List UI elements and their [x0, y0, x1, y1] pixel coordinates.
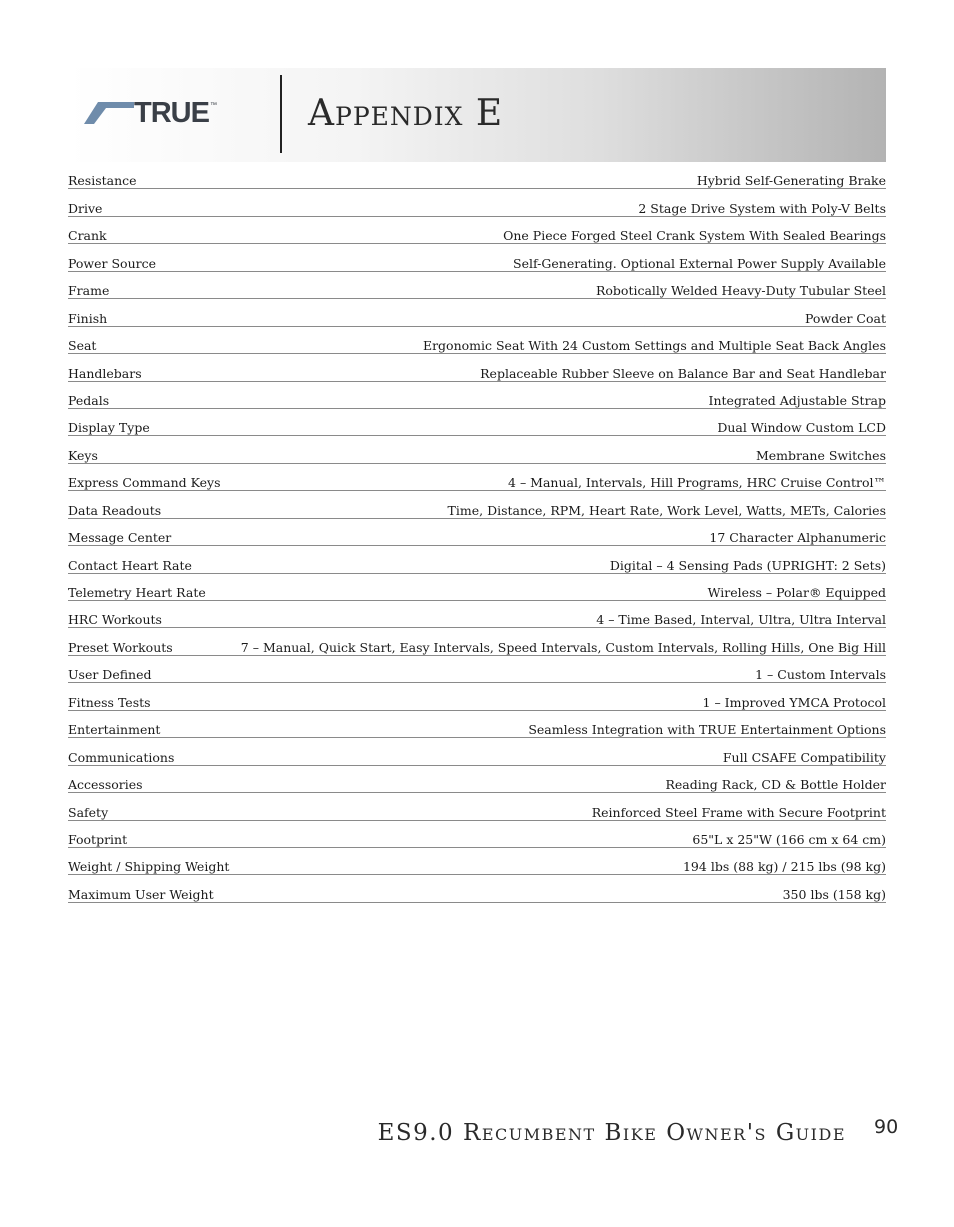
spec-label: Power Source — [68, 255, 156, 271]
spec-label: Safety — [68, 804, 109, 820]
spec-row — [68, 656, 886, 683]
spec-value: Seamless Integration with TRUE Entertainment Options — [528, 722, 886, 738]
spec-row — [68, 299, 886, 326]
spec-value: Time, Distance, RPM, Heart Rate, Work Level, Watts, METs, Calories — [447, 502, 886, 518]
spec-row — [68, 875, 886, 902]
spec-row — [68, 217, 886, 244]
spec-value: Self-Generating. Optional External Power Supply Available — [513, 255, 886, 271]
spec-value: 1 – Improved YMCA Protocol — [702, 694, 886, 710]
spec-label: Finish — [68, 310, 108, 326]
spec-row — [68, 354, 886, 381]
spec-label: Telemetry Heart Rate — [68, 585, 206, 600]
spec-value: Robotically Welded Heavy-Duty Tubular Steel — [595, 283, 886, 299]
spec-row — [68, 574, 886, 601]
spec-label: Frame — [68, 283, 110, 299]
spec-value: Wireless – Polar® Equipped — [707, 585, 886, 600]
spec-row — [68, 766, 886, 793]
page-title: Appendix E — [308, 93, 504, 134]
spec-row — [68, 519, 886, 546]
spec-label: Keys — [68, 447, 98, 463]
spec-value: Full CSAFE Compatibility — [722, 749, 886, 765]
page-number: 90 — [874, 1116, 899, 1138]
spec-value: 4 – Time Based, Interval, Ultra, Ultra Interval — [596, 612, 886, 628]
spec-value: 65"L x 25"W (166 cm x 64 cm) — [692, 831, 886, 847]
spec-row — [68, 436, 886, 463]
spec-row — [68, 546, 886, 573]
spec-label: Footprint — [68, 831, 128, 847]
spec-label: Communications — [68, 749, 175, 765]
header-divider — [280, 75, 282, 153]
spec-label: Seat — [68, 338, 97, 354]
spec-row — [68, 464, 886, 491]
spec-value: 4 – Manual, Intervals, Hill Programs, HRC Cruise Control™ — [508, 475, 886, 491]
spec-label: Display Type — [68, 420, 150, 436]
spec-label: Accessories — [68, 777, 143, 793]
true-logo — [84, 97, 217, 129]
spec-row — [68, 272, 886, 299]
spec-row — [68, 821, 886, 848]
spec-row — [68, 711, 886, 738]
spec-row — [68, 601, 886, 628]
spec-value: 17 Character Alphanumeric — [709, 530, 886, 546]
spec-value: 2 Stage Drive System with Poly-V Belts — [638, 200, 886, 216]
spec-value: 1 – Custom Intervals — [755, 667, 886, 683]
spec-label: Entertainment — [68, 722, 161, 738]
spec-row — [68, 189, 886, 216]
spec-value: One Piece Forged Steel Crank System With Sealed Bearings — [503, 228, 886, 244]
spec-label: Message Center — [68, 530, 172, 546]
true-logo-text: TRUE — [134, 97, 209, 129]
spec-label: Drive — [68, 200, 103, 216]
spec-label: Express Command Keys — [68, 475, 221, 491]
spec-value: Membrane Switches — [755, 447, 886, 463]
document-title: ES9.0 Recumbent Bike Owner's Guide — [377, 1120, 846, 1146]
spec-row — [68, 738, 886, 765]
spec-value: Hybrid Self-Generating Brake — [696, 173, 886, 189]
spec-row — [68, 244, 886, 271]
spec-value: Reinforced Steel Frame with Secure Footprint — [591, 804, 886, 820]
spec-value: Dual Window Custom LCD — [717, 420, 886, 436]
spec-row — [68, 162, 886, 189]
trademark-symbol: ™ — [209, 102, 217, 109]
spec-value: 350 lbs (158 kg) — [782, 886, 886, 902]
spec-label: Crank — [68, 228, 107, 244]
spec-value: Integrated Adjustable Strap — [708, 392, 886, 408]
spec-row — [68, 683, 886, 710]
spec-label: Maximum User Weight — [68, 886, 214, 902]
spec-label: Preset Workouts — [68, 639, 173, 655]
spec-label: Fitness Tests — [68, 694, 151, 710]
spec-value: Ergonomic Seat With 24 Custom Settings and Multiple Seat Back Angles — [422, 338, 886, 354]
spec-value: Digital – 4 Sensing Pads (UPRIGHT: 2 Sets) — [609, 557, 886, 573]
spec-row — [68, 491, 886, 518]
header-band — [68, 68, 886, 162]
spec-value: 7 – Manual, Quick Start, Easy Intervals, Speed Intervals, Custom Intervals, Rolling Hills, One Big Hill — [240, 639, 886, 655]
spec-row — [68, 327, 886, 354]
spec-value: 194 lbs (88 kg) / 215 lbs (98 kg) — [682, 859, 886, 875]
spec-label: User Defined — [68, 667, 152, 683]
spec-row — [68, 848, 886, 875]
spec-label: Pedals — [68, 392, 110, 408]
spec-label: Weight / Shipping Weight — [68, 859, 230, 875]
spec-label: HRC Workouts — [68, 612, 162, 628]
spec-value: Reading Rack, CD & Bottle Holder — [665, 777, 886, 793]
spec-value: Powder Coat — [804, 310, 886, 326]
spec-value: Replaceable Rubber Sleeve on Balance Bar and Seat Handlebar — [480, 365, 886, 381]
spec-row — [68, 628, 886, 655]
spec-label: Handlebars — [68, 365, 142, 381]
spec-row — [68, 793, 886, 820]
true-logo-mark-icon — [84, 102, 134, 124]
specifications-table — [68, 162, 886, 903]
spec-label: Resistance — [68, 173, 137, 189]
spec-label: Data Readouts — [68, 502, 162, 518]
spec-label: Contact Heart Rate — [68, 557, 192, 573]
spec-row — [68, 382, 886, 409]
spec-row — [68, 409, 886, 436]
